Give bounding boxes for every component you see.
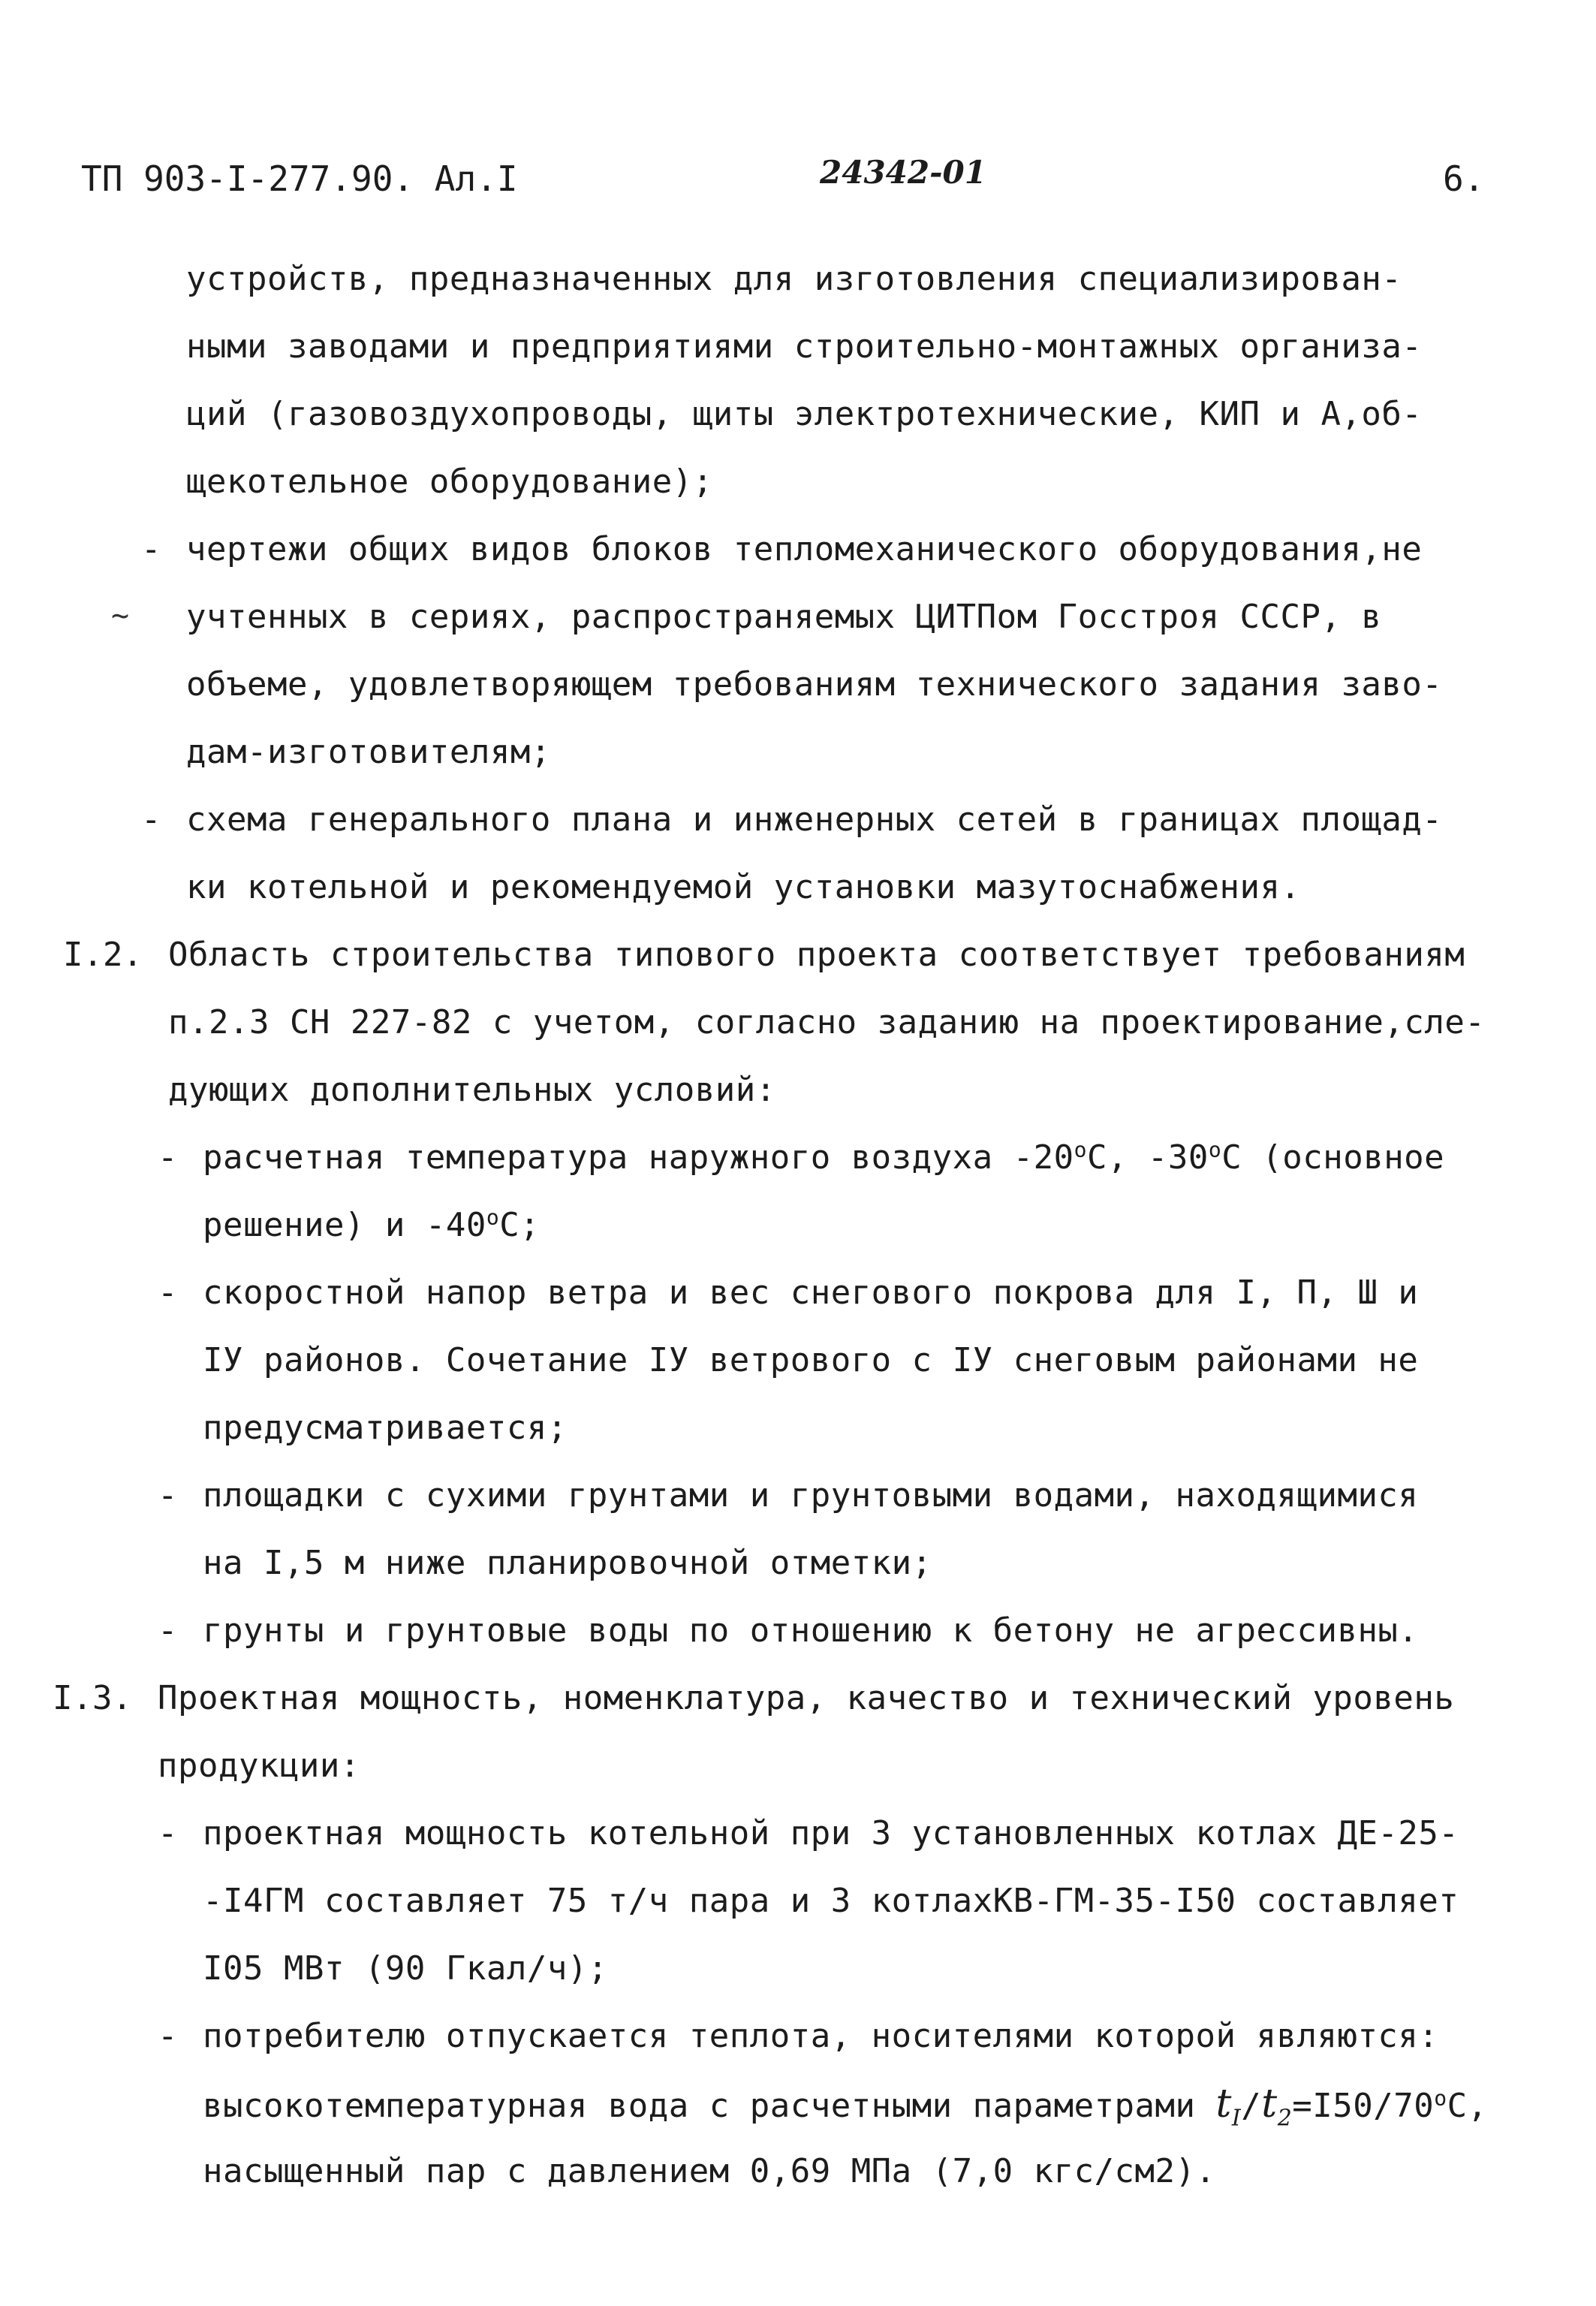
list-dash: -	[158, 1814, 178, 1852]
text-line: ки котельной и рекомендуемой установки мазутоснабжения.	[186, 868, 1301, 906]
text-line: предусматривается;	[203, 1409, 568, 1447]
text-line: щекотельное оборудование);	[186, 463, 713, 501]
text-line: объеме, удовлетворяющем требованиям технического задания заво-	[186, 665, 1443, 704]
text-line: устройств, предназначенных для изготовления специализирован-	[186, 260, 1402, 298]
inventory-number: 24342-01	[820, 154, 986, 191]
text-line: дующих дополнительных условий:	[168, 1071, 776, 1109]
text-line: ными заводами и предприятиями строительно-монтажных организа-	[186, 327, 1423, 366]
list-item-text: схема генерального плана и инженерных сетей в границах площад-	[186, 800, 1443, 839]
list-item-text: грунты и грунтовые воды по отношению к бетону не агрессивны.	[203, 1611, 1419, 1650]
list-item-text: площадки с сухими грунтами и грунтовыми водами, находящимися	[203, 1476, 1419, 1515]
text-line: -I4ГМ составляет 75 т/ч пара и 3 котлахКВ-ГМ-35-I50 составляет	[203, 1882, 1459, 1920]
handwritten-t1: $t_I$	[1215, 2081, 1242, 2132]
section-number: I.3.	[53, 1679, 132, 1717]
document-code: ТП 903-I-277.90. Ал.I	[81, 158, 518, 199]
list-item-text: проектная мощность котельной при 3 установленных котлах ДЕ-25-	[203, 1814, 1459, 1852]
section-text: Проектная мощность, номенклатура, качество и технический уровень	[158, 1679, 1455, 1717]
list-dash: -	[141, 530, 161, 568]
list-dash: -	[158, 1611, 178, 1650]
list-dash: -	[141, 800, 161, 839]
list-dash: -	[158, 1476, 178, 1515]
text-line: IУ районов. Сочетание IУ ветрового с IУ снеговым районами не	[203, 1341, 1419, 1379]
handwritten-t2: $t_2$	[1261, 2081, 1293, 2132]
text-line: решение) и $-40^оС$;	[203, 1204, 541, 1244]
text-line: на I,5 м ниже планировочной отметки;	[203, 1544, 932, 1582]
list-item-text: расчетная температура наружного воздуха $-20^оС$, $-30^оС$ (основное	[203, 1137, 1445, 1177]
text-line: I05 МВт (90 Гкал/ч);	[203, 1949, 608, 1988]
text-line: ций (газовоздухопроводы, щиты электротехнические, КИП и А,об-	[186, 395, 1423, 433]
list-dash: -	[158, 1274, 178, 1312]
list-item-text: чертежи общих видов блоков тепломеханического оборудования,не	[186, 530, 1423, 568]
text-line: продукции:	[158, 1747, 360, 1785]
text-line: учтенных в сериях, распространяемых ЦИТПом Госстроя СССР, в	[186, 598, 1382, 636]
list-dash: -	[158, 2017, 178, 2055]
text-line: п.2.3 СН 227-82 с учетом, согласно заданию на проектирование,сле-	[168, 1003, 1486, 1041]
margin-mark: ~	[111, 598, 130, 633]
text-line: дам-изготовителям;	[186, 733, 551, 771]
page-number: 6.	[1443, 158, 1485, 199]
text-line: высокотемпературная вода с расчетными параметрами $t_I/t_2=I50/70^оС$,	[203, 2081, 1488, 2132]
section-text: Область строительства типового проекта соответствует требованиям	[168, 936, 1465, 974]
list-dash: -	[158, 1138, 178, 1177]
list-item-text: потребителю отпускается теплота, носителями которой являются:	[203, 2017, 1439, 2055]
list-item-text: скоростной напор ветра и вес снегового покрова для I, П, Ш и	[203, 1274, 1419, 1312]
text-line: насыщенный пар с давлением 0,69 МПа (7,0 кгс/см2).	[203, 2152, 1216, 2190]
section-number: I.2.	[63, 936, 143, 974]
